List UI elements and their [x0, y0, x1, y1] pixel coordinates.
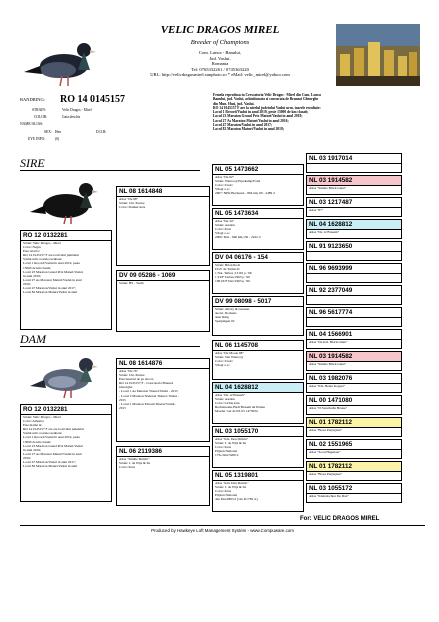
gen2-line: RO 14 0145157 F - Crescatoria Branzoi [119, 381, 174, 386]
gen3-card [212, 470, 304, 512]
gen3-card [212, 382, 304, 424]
sire-underline [20, 170, 200, 171]
sire-line: 2016; [23, 281, 31, 286]
gen4-card [306, 373, 402, 393]
gen2-card [116, 446, 210, 506]
gen3-line: 2006: Dax - 940 km,150 - 2222 d [215, 235, 261, 240]
gen4-line: Alias "Kleindochter De Dax" [309, 494, 349, 498]
gen4-card [306, 395, 402, 415]
gen3-line: Strain: J. de Wijs & Zn [215, 441, 247, 446]
gen3-line: Strain: Alboty & Gessner [215, 307, 250, 311]
gen4-ring: NL 00 1471080 [307, 396, 401, 406]
gen2-card [116, 270, 210, 332]
gen2-line: Alias "De 68" [119, 197, 138, 201]
dam-line: Locul 23 Maraton Grand Prix Maturi/Vaslui [23, 443, 83, 448]
gen4-ring: NL 92 2377049 [307, 286, 401, 296]
gen4-line: Alias "Klz. Bente Koppel" [309, 384, 346, 388]
gen4-ring: NL 03 1217487 [307, 198, 401, 208]
gen3-line: Rechtstreeks Hadi Brasem uit Putten [215, 405, 265, 410]
note-line: RO 14 0145157 F are la nivelul judetului Vaslui urm. toarele rezultate: [213, 105, 321, 110]
gen2-line: Color: Kras [119, 465, 135, 470]
gen3-card [212, 252, 304, 294]
header-pigeon-image [18, 30, 100, 90]
sire-pigeon-image [26, 174, 104, 228]
address-line-1: Com. Lunca - Banului, [198, 50, 242, 55]
gen3-line: Alias "De 62" [215, 175, 234, 179]
gen2-line: Color: Donker kras [119, 205, 146, 210]
gen3-line: Strain: Wanrooy/Eijerkamp/Fond [215, 179, 261, 184]
gen4-card [306, 439, 402, 459]
gen2-ring: DV 09 05286 - 1069 [117, 271, 209, 281]
sex-value: Hen [55, 130, 61, 134]
eye-info-label: EYE INFO: [28, 137, 46, 141]
note-line: Locul 27 As Maraton Maturi/Vaslui in anul 2016; [213, 118, 289, 123]
sire-line: Este tatal la: [23, 249, 40, 254]
gen4-ring: NL 04 1566901 [307, 330, 401, 340]
note-line: Banului, jud. Vaslui, achizitionata si concurata de Branzoi Gheorghe [213, 97, 319, 102]
gen4-card [306, 351, 402, 371]
gen3-line: 1 Nat. Tarbes /13191 p. '96 [215, 271, 252, 276]
sire-line: RO 14 0145157 F are la nivelul judetului [23, 253, 79, 258]
sire-line: Locul 27 As Maraton Maturi/Vaslui in anul [23, 277, 82, 282]
gen4-card [306, 175, 402, 195]
gen3-line: Vliegt o.a.: [215, 187, 231, 192]
gen2-ring: NL 06 2119386 [117, 447, 209, 457]
gen3-line: Prijzen National [215, 493, 238, 498]
country: Romania [211, 61, 229, 67]
footer-rule [20, 525, 425, 526]
gen4-ring: NL 04 1628812 [307, 220, 401, 230]
dam-line: Locul 27 As Maraton Maturi/Vaslui in anul [23, 451, 82, 456]
gen3-line: Alias "De 34" [215, 219, 234, 223]
gen2-card [116, 358, 210, 442]
gen3-ring: NL 04 1628812 [213, 383, 303, 393]
gen4-ring: NL 03 1055172 [307, 484, 401, 494]
address-line-2: Jud. Vaslui, [209, 55, 231, 61]
gen3-line: Color: Kras [215, 489, 231, 494]
gen3-line: Spatjungen 02 [215, 319, 235, 324]
gen4-card [306, 219, 402, 239]
dam-line: 15000 de km clasati; [23, 439, 52, 444]
note-line: Femela reprodusa in Crescatoria Velic Dragos - Mirel din Com. Lunca [213, 93, 321, 97]
sire-line: Locul 47 Maraton/Vaslui in anul 2017; [23, 286, 76, 291]
dam-line: Locul 82 Maraton Maturi/Vaslui in anul [23, 464, 78, 469]
note-line: Locul 82 Maraton Maturi/Vaslui in anul 2018; [213, 127, 284, 132]
gen3-line: aiser Ring [215, 315, 229, 320]
gen3-line: Strain: Aarden [215, 223, 235, 228]
gen4-ring: NL 03 1917014 [307, 154, 401, 164]
gen3-line: UGV de Turbes ll: [215, 267, 241, 272]
note-line: Locul 23 Maraton Grand Prix Maturi/Vaslui in anul 2019; [213, 114, 303, 119]
gen3-line: 2007: NPO Bordeaux - 804 km, 69 - 2489 d [215, 191, 275, 196]
strain-label: STRAIN: [32, 108, 46, 112]
gen2-line: - Locul 1 As Maraton Tineret/Vaslui - 2015 [119, 389, 178, 394]
gen3-line: Strain: Aarden [215, 397, 235, 402]
gen4-ring: NL 01 1782112 [307, 418, 401, 428]
gen3-line: Color: Kras [215, 227, 231, 232]
dam-line: Color: Albastra [23, 419, 44, 424]
gen3-line: Strain: Van Wanrooy [215, 355, 244, 360]
eye-info-value: (0) [55, 137, 60, 141]
web-email: URL: http://velicdragosmirel.sunphoto.ro * eMail: velic_mirel@yahoo.com [150, 72, 290, 78]
gen4-ring: NL 03 1914582 [307, 352, 401, 362]
sire-line: Locul 82 Maraton Maturi/Vaslui in anul [23, 290, 78, 295]
gen4-line: Alias "Smalle Black Giant" [309, 362, 347, 366]
gen4-ring: NL 01 1782112 [307, 462, 401, 472]
breeder-contact [110, 50, 330, 78]
gen4-card [306, 197, 402, 217]
gen4-line: Alias "Broer Perpignan" [309, 472, 343, 476]
dam-underline [20, 346, 200, 347]
dam-line: Este mama la: [23, 423, 43, 428]
gen3-line: Color: Kras [215, 445, 231, 450]
gen2-line: Gheorghe [119, 385, 133, 390]
gen3-ring: DV 04 06176 - 154 [213, 253, 303, 263]
note-line: din Mun. Husi, jud. Vaslui. [213, 101, 255, 106]
gen4-line: Alias "Smalle Black Giant" [309, 186, 347, 190]
gen3-ring: NL 05 1319801 [213, 471, 303, 481]
gen3-line: Strain: Brian Rodi [215, 263, 240, 267]
gen4-ring: NL 96 9693999 [307, 264, 401, 274]
gen3-line: Alias "Kld. Den Duivin" [215, 481, 249, 485]
gen3-line: Moeder van de NL 05 1473634 [215, 409, 258, 414]
gen4-card [306, 329, 402, 349]
breeder-subtitle: Breeder of Champions [190, 39, 250, 46]
gen3-line: 1 ZUF Tarbes/1963 p. '90 [215, 275, 250, 280]
gen3-card [212, 426, 304, 468]
sire-line: Locul 23 Maraton Grand Prix Maturi/Vaslui [23, 269, 83, 274]
gen3-card [212, 164, 304, 206]
sire-line: Strain: Velic Dragos - Mirel [23, 241, 61, 245]
gen2-line: - Locul 2 Maraton National Tineret/ Vaslui - [119, 393, 179, 398]
gen4-card [306, 461, 402, 481]
gen2-line: 2015 [119, 405, 126, 410]
gen4-ring: NL 96 5617774 [307, 308, 401, 318]
subject-ring: RO 14 0145157 [60, 94, 125, 105]
gen3-line: 42e Pau/2863 d (12e D./782 d.) [215, 497, 258, 502]
footer-produced: Produced by Hawkeye Loft Management System - www.Compuware.com [151, 528, 294, 533]
gen2-line: Alias "Smalle Duivin" [119, 457, 150, 461]
sire-line: Locul 1 Record/Vaslui in anul 2019, peste [23, 261, 80, 266]
gen4-line: Alias "Broer Perpignan" [309, 428, 343, 432]
trophies-photo [336, 24, 420, 86]
sire-ring: RO 12 0132281 [21, 231, 111, 241]
gen4-card [306, 241, 402, 261]
gen3-line: 108 ZUF Dax/1963 p. '90 [215, 279, 250, 284]
dam-section-label: DAM [20, 332, 46, 346]
dam-ring: RO 12 0132281 [21, 405, 111, 415]
gen4-card [306, 307, 402, 327]
gen2-line: Strain: Chr. Pauwe [119, 373, 145, 378]
sire-line: Vaslui urm. toarele rezultate: [23, 257, 63, 262]
gen3-ring: DV 99 08098 - 5017 [213, 297, 303, 307]
color-value: Gata deschis [62, 115, 81, 119]
gen4-line: Alias "87" [309, 208, 324, 212]
sex-label: SEX: [44, 130, 52, 134]
footer-for: For: VELIC DRAGOS MIREL [300, 516, 380, 522]
dam-line: Locul 1 Record/Vaslui in anul 2019, peste [23, 435, 80, 440]
gen2-ring: NL 08 1614848 [117, 187, 209, 197]
gen3-line: aus kl. Dockens [215, 311, 237, 316]
gen3-card [212, 340, 304, 380]
gen3-line: Color: Lichte kras [215, 401, 240, 406]
gen2-ring: NL 08 1614876 [117, 359, 209, 369]
breeder-title: VELIC DRAGOS MIREL [160, 24, 280, 36]
dob-label: D.O.B: [96, 130, 107, 134]
note-line: Locul 47 Maraton/Vaslui in anul 2017; [213, 123, 273, 128]
name-alias-label: NAME/ALIAS: [20, 122, 44, 126]
gen3-line: Alias "Klz. Den Duivin" [215, 437, 249, 441]
dam-line: RO 14 0145157 F are are la nivelul judetului [23, 427, 84, 432]
gen3-line: 173e Dax/5260 d [215, 453, 239, 458]
sire-section-label: SIRE [20, 156, 45, 170]
gen3-ring: NL 05 1473662 [213, 165, 303, 175]
gen3-ring: NL 03 1055170 [213, 427, 303, 437]
gen2-line: Este bunicul de pe tata la: [119, 377, 154, 382]
subject-notes [213, 93, 423, 132]
gen2-line: 2015 [119, 397, 126, 402]
gen4-card [306, 263, 402, 283]
sire-line: in anul 2019; [23, 273, 41, 278]
gen4-ring: NL 03 1982076 [307, 374, 401, 384]
gen2-line: Strain: J. de Wijs & Zn [119, 461, 151, 466]
gen3-line: Vliegt o.a.: [215, 231, 231, 236]
note-line: Locul 1 Record/Vaslui in anul 2019, peste 15000 de km clasati; [213, 110, 309, 115]
dam-card [20, 404, 112, 502]
gen2-line: Strain: Chr. Pauwe [119, 201, 145, 206]
gen3-ring: NL 05 1473634 [213, 209, 303, 219]
gen3-line: Alias "De 12 Brasem" [215, 393, 246, 397]
gen3-card [212, 296, 304, 336]
gen3-line: Prijzen National [215, 449, 238, 454]
gen3-ring: NL 06 1145708 [213, 341, 303, 351]
color-label: COLOR: [34, 115, 48, 119]
gen3-line: Color: Zwart [215, 183, 233, 188]
gen4-card [306, 285, 402, 305]
sire-line: 15000 de km clasati; [23, 265, 52, 270]
gen4-line: Alias "De Klz. Black Giant" [309, 340, 348, 344]
gen2-line: - Locul 1 Maraton Extrem Tineret/Vaslui - [119, 401, 177, 406]
gen4-line: Alias "D Standvelle Brasse" [309, 406, 348, 410]
gen3-line: Vliegt o.a.: [215, 363, 231, 368]
dam-line: Vaslui urm. toarele rezultate: [23, 431, 63, 436]
gen3-line: Alias "De Mooie 08" [215, 351, 244, 355]
gen4-line: Alias "Zoon Hagenaar" [309, 450, 341, 454]
gen4-card [306, 417, 402, 437]
gen2-card [116, 186, 210, 266]
dam-line: Strain: Velic Dragos - Mirel [23, 415, 61, 419]
gen4-ring: NL 91 9123650 [307, 242, 401, 252]
sire-card [20, 230, 112, 330]
phone: Tel: 0765332261 / 0745363220 [191, 66, 249, 72]
dam-line: in anul 2019; [23, 447, 41, 452]
dam-pigeon-image [26, 350, 104, 402]
gen3-card [212, 208, 304, 250]
gen4-card [306, 483, 402, 503]
banding-label: BANDRING: [20, 97, 46, 102]
gen4-line: Alias "De 12 Brasem" [309, 230, 340, 234]
gen2-line: Strain: HS - Team [119, 281, 144, 285]
gen3-line: Color: Zwart [215, 359, 233, 364]
gen4-ring: NL 03 1914582 [307, 176, 401, 186]
gen4-ring: NL 02 1551965 [307, 440, 401, 450]
sire-line: Color: Negru [23, 245, 41, 250]
gen4-card [306, 153, 402, 173]
gen2-line: Alias "De 76" [119, 369, 138, 373]
gen3-line: Strain: J. de Wijs & Zn [215, 485, 247, 490]
dam-line: Locul 47 Maraton/Vaslui in anul 2017; [23, 460, 76, 465]
dam-line: 2016; [23, 455, 31, 460]
strain-value: Velic Dragos - Mirel [62, 108, 92, 112]
